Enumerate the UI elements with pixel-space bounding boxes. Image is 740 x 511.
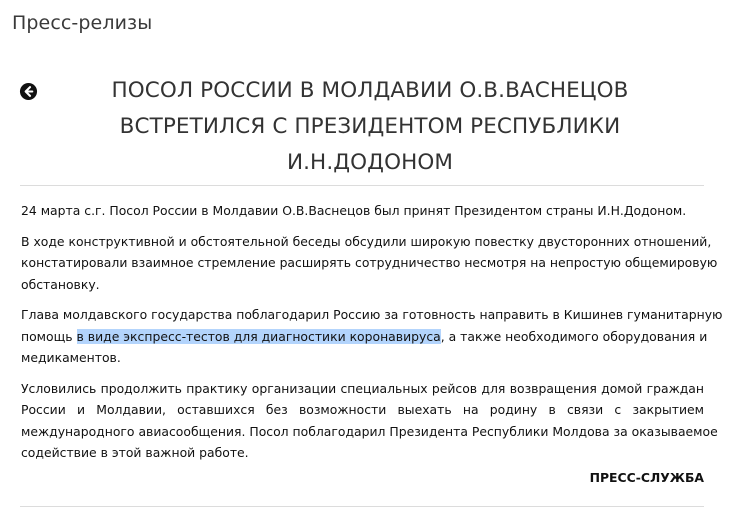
paragraph-line: медикаментов.	[21, 350, 121, 365]
paragraph-line: содействие в этой важной работе.	[21, 445, 249, 460]
paragraph-line: Глава молдавского государства поблагодарил Россию за готовность направить в Кишинев гуманитарную	[21, 307, 723, 322]
paragraph-line: международного авиасообщения. Посол поблагодарил Президента Республики Молдова за оказываемое	[21, 423, 718, 439]
article-paragraph-1: 24 марта с.г. Посол России в Молдавии О.В.Васнецов был принят Президентом страны И.Н.Додоном.	[21, 203, 687, 218]
headline-line: И.Н.ДОДОНОМ	[286, 150, 454, 175]
article-paragraph-2	[21, 231, 718, 296]
arrow-left-circle-icon	[19, 82, 38, 101]
paragraph-line	[21, 326, 708, 348]
article-paragraph-4	[21, 378, 718, 464]
article-signature: ПРЕСС-СЛУЖБА	[589, 470, 704, 485]
paragraph-line: констатировали взаимное стремление расширять сотрудничество несмотря на непростую общемировую	[21, 255, 718, 270]
article-paragraph-3	[21, 304, 723, 369]
paragraph-line: Условились продолжить практику организации специальных рейсов для возвращения домой граждан	[21, 380, 704, 396]
headline-divider	[20, 185, 704, 186]
paragraph-line: России и Молдавии, оставшихся без возможности выехать на родину в связи с закрытием	[21, 402, 704, 417]
footer-divider	[20, 506, 704, 507]
headline-line: ВСТРЕТИЛСЯ С ПРЕЗИДЕНТОМ РЕСПУБЛИКИ	[119, 114, 621, 139]
text-fragment: , а также необходимого оборудования и	[440, 328, 708, 344]
back-button[interactable]	[19, 82, 38, 101]
headline-line: ПОСОЛ РОССИИ В МОЛДАВИИ О.В.ВАСНЕЦОВ	[111, 78, 629, 103]
text-fragment: помощь	[21, 328, 77, 344]
selected-text[interactable]: в виде экспресс-тестов для диагностики коронавируса	[76, 328, 441, 344]
section-title: Пресс-релизы	[12, 12, 153, 34]
paragraph-line: обстановку.	[21, 276, 100, 292]
article-body	[21, 200, 723, 473]
article-headline	[60, 73, 680, 181]
paragraph-line: В ходе конструктивной и обстоятельной беседы обсудили широкую повестку двусторонних отношений,	[21, 233, 712, 249]
